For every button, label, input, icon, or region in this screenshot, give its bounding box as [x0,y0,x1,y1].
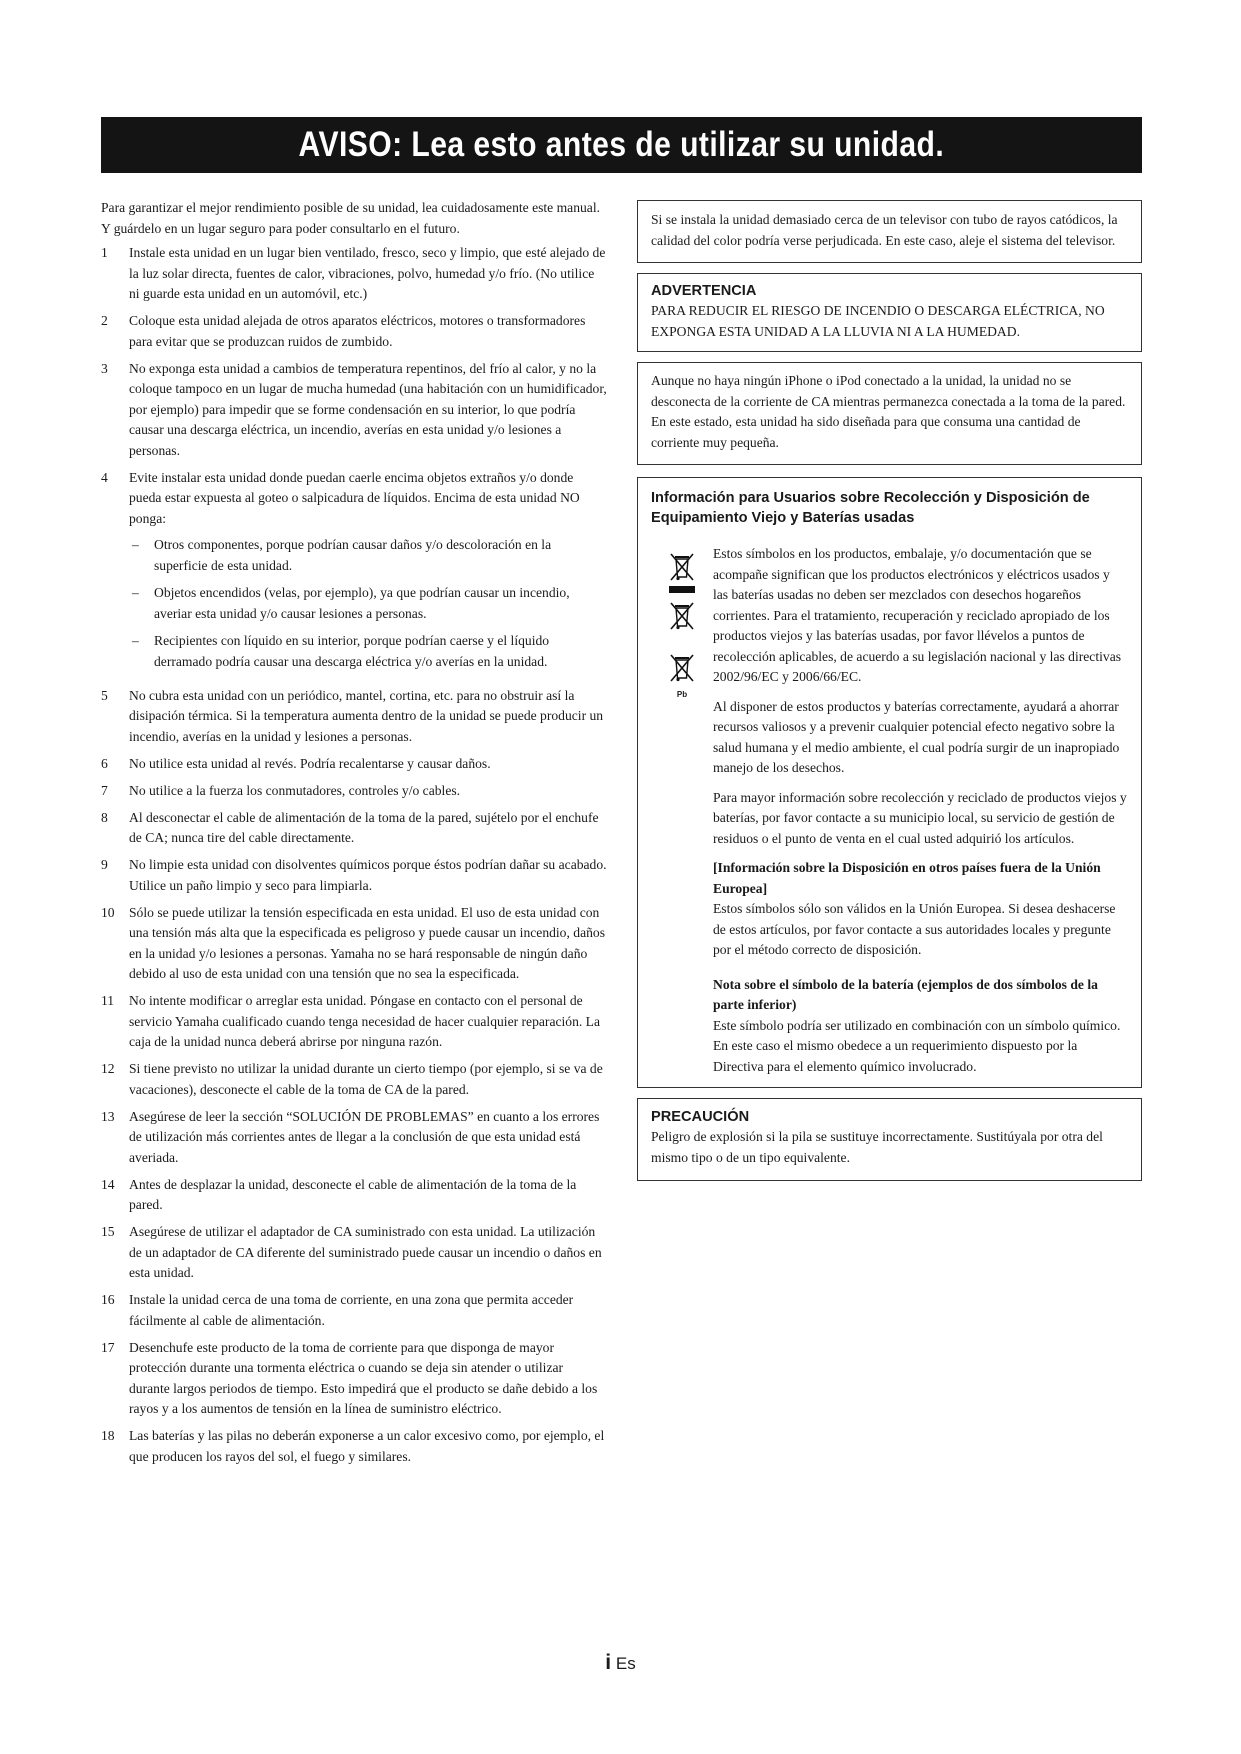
item-text: Desenchufe este producto de la toma de corriente para que disponga de mayor protección durante una tormenta eléctrica o cuando se deja sin atender o utilizar durante largos periodos de tiempo. Esto impedirá que el producto se dañe debido a los rayos y a los aumentos de tensión en la línea de suministro eléctrico. [129,1339,598,1416]
item-text: No cubra esta unidad con un periódico, mantel, cortina, etc. para no obstruir así la disipación térmica. Si la temperatura aumenta dentro de la unidad se puede producir un incendio, averías en la unidad y lesiones a personas. [129,687,604,744]
list-item [101,686,607,748]
black-bar-icon [669,586,695,593]
list-item [101,754,607,775]
list-item [101,1290,607,1331]
item-number: 6 [101,755,108,771]
list-item [101,855,607,896]
sub-list-item [129,583,607,624]
item-number: 1 [101,245,108,260]
sub-item-text: Otros componentes, porque podrían causar daños y/o descoloración en la superficie de esta unidad. [154,537,552,573]
warning-heading: ADVERTENCIA [651,283,757,299]
disposal-paragraph: Este símbolo podría ser utilizado en combinación con un símbolo químico. En este caso el mismo obedece a un requerimiento dispuesto por la Directiva para el elemento químico involucrado. [713,1017,1121,1074]
item-number: 8 [101,809,108,825]
warning-box [637,273,1142,352]
list-item [101,243,607,305]
sub-item-text: Recipientes con líquido en su interior, porque podrían caerse y el líquido derramado podría causar una descarga eléctrica y/o averías en la unidad. [154,633,550,669]
standby-notice-text: Aunque no haya ningún iPhone o iPod conectado a la unidad, la unidad no se desconecta de la corriente de CA mientras permanezca conectada a la toma de la pared. En este estado, esta unidad ha sido diseñada para que consuma una cantidad de corriente muy pequeña. [651,373,1126,450]
list-item [101,1175,607,1216]
item-text: Asegúrese de utilizar el adaptador de CA suministrado con esta unidad. La utilización de un adaptador de CA diferente del suministrado puede causar un incendio o daños en esta unidad. [129,1224,602,1280]
disposal-paragraph: Estos símbolos en los productos, embalaje, y/o documentación que se acompañe significan que los productos electrónicos y eléctricos usados y las baterías usadas no deben ser mezclados con desechos hogareños corrientes. Para el tratamiento, recuperación y reciclado apropiado de los productos viejos y las baterías usadas, por favor llévelos a puntos de recolección aplicables, de acuerdo a su legislación nacional y las directivas 2002/96/EC y 2006/66/EC. [713,546,1122,684]
tv-notice-text: Si se instala la unidad demasiado cerca de un televisor con tubo de rayos catódicos, la calidad del color podría verse perjudicada. En este caso, aleje el sistema del televisor. [651,212,1118,248]
disposal-text [713,544,1128,1077]
sub-list [129,535,607,672]
item-text: Si tiene previsto no utilizar la unidad durante un cierto tiempo (por ejemplo, si se va de vacaciones), desconecte el cable de la toma de CA de la pared. [129,1061,603,1097]
dash-bullet: – [132,633,139,648]
disposal-paragraph: Estos símbolos sólo son válidos en la Unión Europea. Si desea deshacerse de estos artículos, por favor contacte a sus autoridades locales y pregunte por el método correcto de disposición. [713,901,1116,957]
item-text: No utilice a la fuerza los conmutadores, controles y/o cables. [129,782,461,798]
list-item [101,359,607,462]
item-number: 11 [101,993,115,1008]
disposal-subheading: Nota sobre el símbolo de la batería (ejemplos de dos símbolos de la parte inferior) [713,976,1098,1012]
item-text: Asegúrese de leer la sección “SOLUCIÓN DE PROBLEMAS” en cuanto a los errores de utilización más corrientes antes de llegar a la conclusión de que esta unidad está averiada. [129,1108,600,1165]
weee-symbols [651,544,713,1077]
crossed-bin-icon [668,601,696,631]
caution-box [637,1098,1142,1181]
safety-list [101,243,607,1467]
item-number: 15 [101,1224,115,1239]
standby-notice-box [637,362,1142,465]
list-item [101,991,607,1053]
item-text: Al desconectar el cable de alimentación de la toma de la pared, sujételo por el enchufe de CA; nunca tire del cable directamente. [129,809,599,845]
list-item [101,311,607,352]
item-text: No limpie esta unidad con disolventes químicos porque éstos podrían dañar su acabado. Utilice un paño limpio y seco para limpiarla. [129,857,607,893]
left-column [101,198,607,1474]
sub-list-item [129,631,607,672]
list-item [101,808,607,849]
list-item [101,1222,607,1284]
language-code: Es [615,1654,636,1673]
page-number: i [605,1651,612,1674]
disposal-box [637,477,1142,1088]
sub-list-item [129,535,607,576]
item-number: 3 [101,360,108,376]
page-title: AVISO: Lea esto antes de utilizar su unidad. [298,125,945,164]
list-item [101,903,607,985]
item-text: Sólo se puede utilizar la tensión especificada en esta unidad. El uso de esta unidad con una tensión más alta que la especificada es peligroso y puede causar un incendio, daños en la unidad y/o lesiones a personas. Yamaha no se hará responsable de ningún daño debido al uso de esta unidad con una tensión que no sea la especificada. [129,904,605,981]
item-text: Instale esta unidad en un lugar bien ventilado, fresco, seco y limpio, que esté alejado de la luz solar directa, fuentes de calor, vibraciones, polvo, humedad y/o frío. (No utilice ni guarde esta unidad en un automóvil, etc.) [129,245,606,301]
item-text: Instale la unidad cerca de una toma de corriente, en una zona que permita acceder fácilmente al cable de alimentación. [129,1292,574,1328]
crossed-bin-icon [668,653,696,683]
right-column [637,200,1142,1181]
warning-text: PARA REDUCIR EL RIESGO DE INCENDIO O DESCARGA ELÉCTRICA, NO EXPONGA ESTA UNIDAD A LA LLUVIA NI A LA HUMEDAD. [651,303,1105,339]
item-number: 4 [101,469,108,485]
list-item [101,468,607,680]
item-number: 13 [101,1108,115,1124]
item-number: 14 [101,1176,115,1192]
item-number: 9 [101,857,108,872]
item-text: No utilice esta unidad al revés. Podría recalentarse y causar daños. [129,755,491,771]
list-item [101,1107,607,1169]
disposal-subheading: [Información sobre la Disposición en otros países fuera de la Unión Europea] [713,860,1101,896]
item-text: No exponga esta unidad a cambios de temperatura repentinos, del frío al calor, y no la coloque tampoco en un lugar de mucha humedad (una habitación con un humidificador, por ejemplo) para impedir que se forme condensación en su interior, lo que podría causar una descarga eléctrica, un incendio, averías en esta unidad y/o lesiones a personas. [129,360,607,458]
disposal-paragraph: Al disponer de estos productos y baterías correctamente, ayudará a ahorrar recursos valiosos y a prevenir cualquier potencial efecto negativo sobre la salud humana y el medio ambiente, el cual podría surgir de un inapropiado manejo de los desechos. [713,698,1120,775]
caution-text: Peligro de explosión si la pila se sustituye incorrectamente. Sustitúyala por otra del mismo tipo o de un tipo equivalente. [651,1129,1103,1165]
crossed-bin-icon [668,552,696,582]
item-number: 12 [101,1061,115,1076]
dash-bullet: – [132,585,139,600]
disposal-heading: Información para Usuarios sobre Recolección y Disposición de Equipamiento Viejo y Baterías usadas [651,490,1090,526]
title-banner [101,117,1142,173]
dash-bullet: – [132,537,139,552]
item-text: Coloque esta unidad alejada de otros aparatos eléctricos, motores o transformadores para evitar que se produzcan ruidos de zumbido. [129,313,586,349]
item-number: 16 [101,1292,115,1307]
sub-item-text: Objetos encendidos (velas, por ejemplo), ya que podrían causar un incendio, averiar esta unidad y/o causar lesiones a personas. [154,585,570,621]
item-text: Las baterías y las pilas no deberán exponerse a un calor excesivo como, por ejemplo, el que producen los rayos del sol, el fuego y similares. [129,1428,605,1464]
item-number: 2 [101,313,108,328]
item-number: 18 [101,1428,115,1443]
item-number: 17 [101,1339,115,1355]
item-text: Antes de desplazar la unidad, desconecte el cable de alimentación de la toma de la pared. [129,1176,577,1212]
pb-label: Pb [676,690,688,699]
list-item [101,1059,607,1100]
list-item [101,1338,607,1420]
item-number: 5 [101,687,108,703]
caution-heading: PRECAUCIÓN [651,1109,750,1125]
tv-notice-box [637,200,1142,263]
disposal-paragraph: Para mayor información sobre recolección y reciclado de productos viejos y baterías, por favor contacte a su municipio local, su servicio de gestión de residuos o el punto de venta en el cual usted adquirió los artículos. [713,789,1127,846]
item-text: Evite instalar esta unidad donde puedan caerle encima objetos extraños y/o donde pueda estar expuesta al goteo o salpicadura de líquidos. Encima de esta unidad NO ponga: [129,469,580,526]
intro-paragraph: Para garantizar el mejor rendimiento posible de su unidad, lea cuidadosamente este manual. Y guárdelo en un lugar seguro para poder consultarlo en el futuro. [101,200,601,236]
item-number: 7 [101,782,108,798]
list-item [101,1426,607,1467]
disposal-content [651,544,1128,1077]
item-text: No intente modificar o arreglar esta unidad. Póngase en contacto con el personal de servicio Yamaha cualificado cuando tenga necesidad de hacer cualquier reparación. La caja de la unidad nunca deberá abrirse por ninguna razón. [129,993,601,1049]
list-item [101,781,607,802]
page-footer [0,1651,1241,1675]
item-number: 10 [101,904,115,920]
